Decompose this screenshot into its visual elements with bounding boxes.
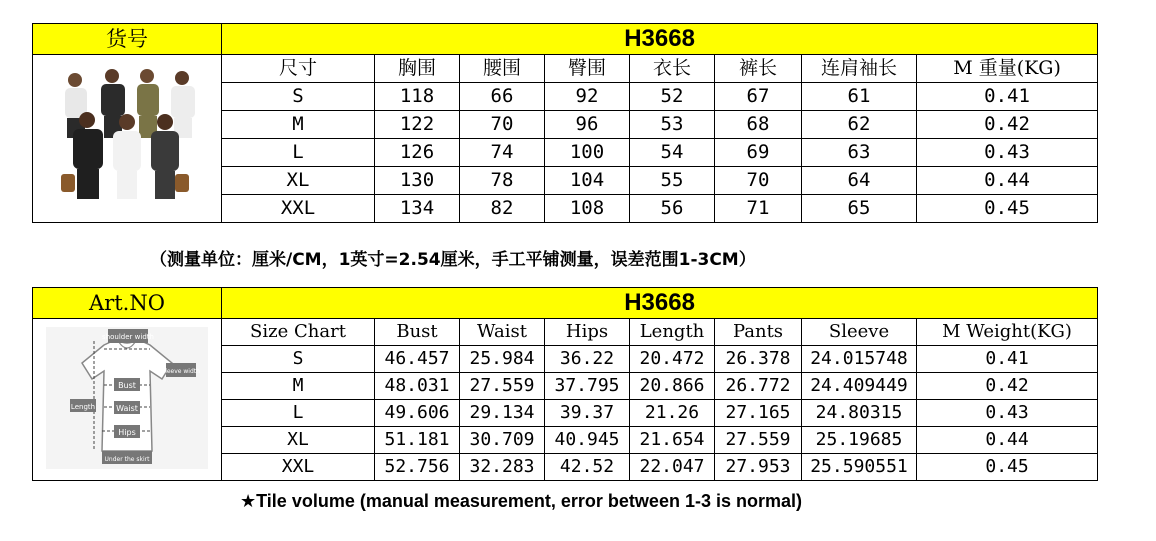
en-cell: 27.953 — [715, 454, 802, 481]
cn-cell: M — [222, 111, 375, 139]
measurement-diagram — [33, 319, 222, 481]
cn-label-cell — [33, 24, 222, 55]
en-cell: 25.19685 — [802, 427, 917, 454]
cn-cell: XL — [222, 167, 375, 195]
cn-cell: 96 — [545, 111, 630, 139]
cn-cell: 78 — [460, 167, 545, 195]
diagram-waist-label: Waist — [116, 403, 138, 413]
cn-cell: 62 — [802, 111, 917, 139]
cn-cell: 130 — [375, 167, 460, 195]
en-cell: 0.43 — [917, 400, 1098, 427]
cn-cell: 61 — [802, 83, 917, 111]
cn-cell: 74 — [460, 139, 545, 167]
cn-cell: 92 — [545, 83, 630, 111]
en-header-2: Waist — [460, 319, 545, 346]
cn-header-7: M 重量(KG) — [917, 55, 1098, 83]
cn-header-0: 尺寸 — [222, 55, 375, 83]
en-cell: 39.37 — [545, 400, 630, 427]
en-cell: 21.26 — [630, 400, 715, 427]
en-header-1: Bust — [375, 319, 460, 346]
en-product-code: H3668 — [624, 289, 695, 316]
en-cell: 52.756 — [375, 454, 460, 481]
product-photo — [33, 55, 222, 223]
cn-cell: 55 — [630, 167, 715, 195]
cn-header-3: 臀围 — [545, 55, 630, 83]
cn-cell: 71 — [715, 195, 802, 223]
cn-cell: 0.44 — [917, 167, 1098, 195]
cn-cell: 0.41 — [917, 83, 1098, 111]
en-cell: 37.795 — [545, 373, 630, 400]
cn-header-1: 胸围 — [375, 55, 460, 83]
en-cell: 27.559 — [715, 427, 802, 454]
en-cell: L — [222, 400, 375, 427]
cn-header-6: 连肩袖长 — [802, 55, 917, 83]
cn-product-code: H3668 — [624, 25, 695, 52]
cn-cell: 0.45 — [917, 195, 1098, 223]
en-cell: 27.165 — [715, 400, 802, 427]
cn-measurement-note: （测量单位：厘米/CM，1英寸=2.54厘米，手工平铺测量，误差范围1-3CM） — [150, 250, 756, 270]
cn-label: 货号 — [106, 26, 148, 51]
cn-cell: 64 — [802, 167, 917, 195]
cn-cell: 118 — [375, 83, 460, 111]
en-cell: 0.41 — [917, 346, 1098, 373]
en-cell: 26.378 — [715, 346, 802, 373]
en-cell: 46.457 — [375, 346, 460, 373]
en-cell: 29.134 — [460, 400, 545, 427]
diagram-sleeve-label: sleeve width — [162, 367, 200, 375]
en-header-7: M Weight(KG) — [917, 319, 1098, 346]
en-cell: 20.866 — [630, 373, 715, 400]
en-header-4: Length — [630, 319, 715, 346]
en-cell: 49.606 — [375, 400, 460, 427]
en-label-cell — [33, 288, 222, 319]
cn-header-4: 衣长 — [630, 55, 715, 83]
cn-cell: S — [222, 83, 375, 111]
en-cell: XXL — [222, 454, 375, 481]
en-cell: 48.031 — [375, 373, 460, 400]
en-cell: 42.52 — [545, 454, 630, 481]
en-code-cell — [222, 288, 1098, 319]
en-cell: 25.590551 — [802, 454, 917, 481]
en-header-3: Hips — [545, 319, 630, 346]
cn-cell: 134 — [375, 195, 460, 223]
cn-cell: 70 — [715, 167, 802, 195]
cn-cell: 104 — [545, 167, 630, 195]
en-cell: 24.80315 — [802, 400, 917, 427]
en-header-6: Sleeve — [802, 319, 917, 346]
en-measurement-note: ★Tile volume (manual measurement, error between 1-3 is normal) — [240, 491, 802, 511]
cn-cell: 0.43 — [917, 139, 1098, 167]
size-table-en — [32, 287, 1098, 481]
en-cell: 21.654 — [630, 427, 715, 454]
diagram-hips-label: Hips — [118, 427, 136, 437]
en-cell: 24.409449 — [802, 373, 917, 400]
cn-cell: 68 — [715, 111, 802, 139]
cn-cell: 126 — [375, 139, 460, 167]
en-cell: 0.44 — [917, 427, 1098, 454]
cn-cell: 0.42 — [917, 111, 1098, 139]
cn-cell: 67 — [715, 83, 802, 111]
en-header-0: Size Chart — [222, 319, 375, 346]
diagram-bust-label: Bust — [118, 380, 136, 390]
cn-header-5: 裤长 — [715, 55, 802, 83]
en-cell: 40.945 — [545, 427, 630, 454]
cn-cell: 66 — [460, 83, 545, 111]
cn-cell: 100 — [545, 139, 630, 167]
en-cell: 24.015748 — [802, 346, 917, 373]
en-cell: S — [222, 346, 375, 373]
en-cell: 36.22 — [545, 346, 630, 373]
cn-cell: 54 — [630, 139, 715, 167]
cn-cell: 82 — [460, 195, 545, 223]
cn-cell: 70 — [460, 111, 545, 139]
cn-header-2: 腰围 — [460, 55, 545, 83]
en-cell: 32.283 — [460, 454, 545, 481]
models-photo-icon — [47, 62, 207, 212]
en-cell: 0.42 — [917, 373, 1098, 400]
en-cell: 0.45 — [917, 454, 1098, 481]
en-cell: 30.709 — [460, 427, 545, 454]
cn-code-cell — [222, 24, 1098, 55]
en-cell: XL — [222, 427, 375, 454]
cn-cell: 63 — [802, 139, 917, 167]
diagram-length-label: Length — [70, 402, 96, 411]
en-cell: 25.984 — [460, 346, 545, 373]
diagram-under-label: Under the skirt — [104, 455, 150, 463]
cn-cell: 108 — [545, 195, 630, 223]
en-header-5: Pants — [715, 319, 802, 346]
cn-cell: XXL — [222, 195, 375, 223]
en-cell: 22.047 — [630, 454, 715, 481]
en-cell: M — [222, 373, 375, 400]
cn-cell: 69 — [715, 139, 802, 167]
en-cell: 20.472 — [630, 346, 715, 373]
en-cell: 27.559 — [460, 373, 545, 400]
cn-cell: 53 — [630, 111, 715, 139]
size-table-cn — [32, 23, 1098, 223]
diagram-shoulder-label: shoulder width — [102, 332, 154, 341]
cn-cell: 56 — [630, 195, 715, 223]
en-cell: 51.181 — [375, 427, 460, 454]
dress-diagram-icon — [42, 323, 212, 473]
en-cell: 26.772 — [715, 373, 802, 400]
cn-cell: 122 — [375, 111, 460, 139]
en-label: Art.NO — [89, 290, 165, 315]
cn-cell: 65 — [802, 195, 917, 223]
cn-cell: L — [222, 139, 375, 167]
cn-cell: 52 — [630, 83, 715, 111]
